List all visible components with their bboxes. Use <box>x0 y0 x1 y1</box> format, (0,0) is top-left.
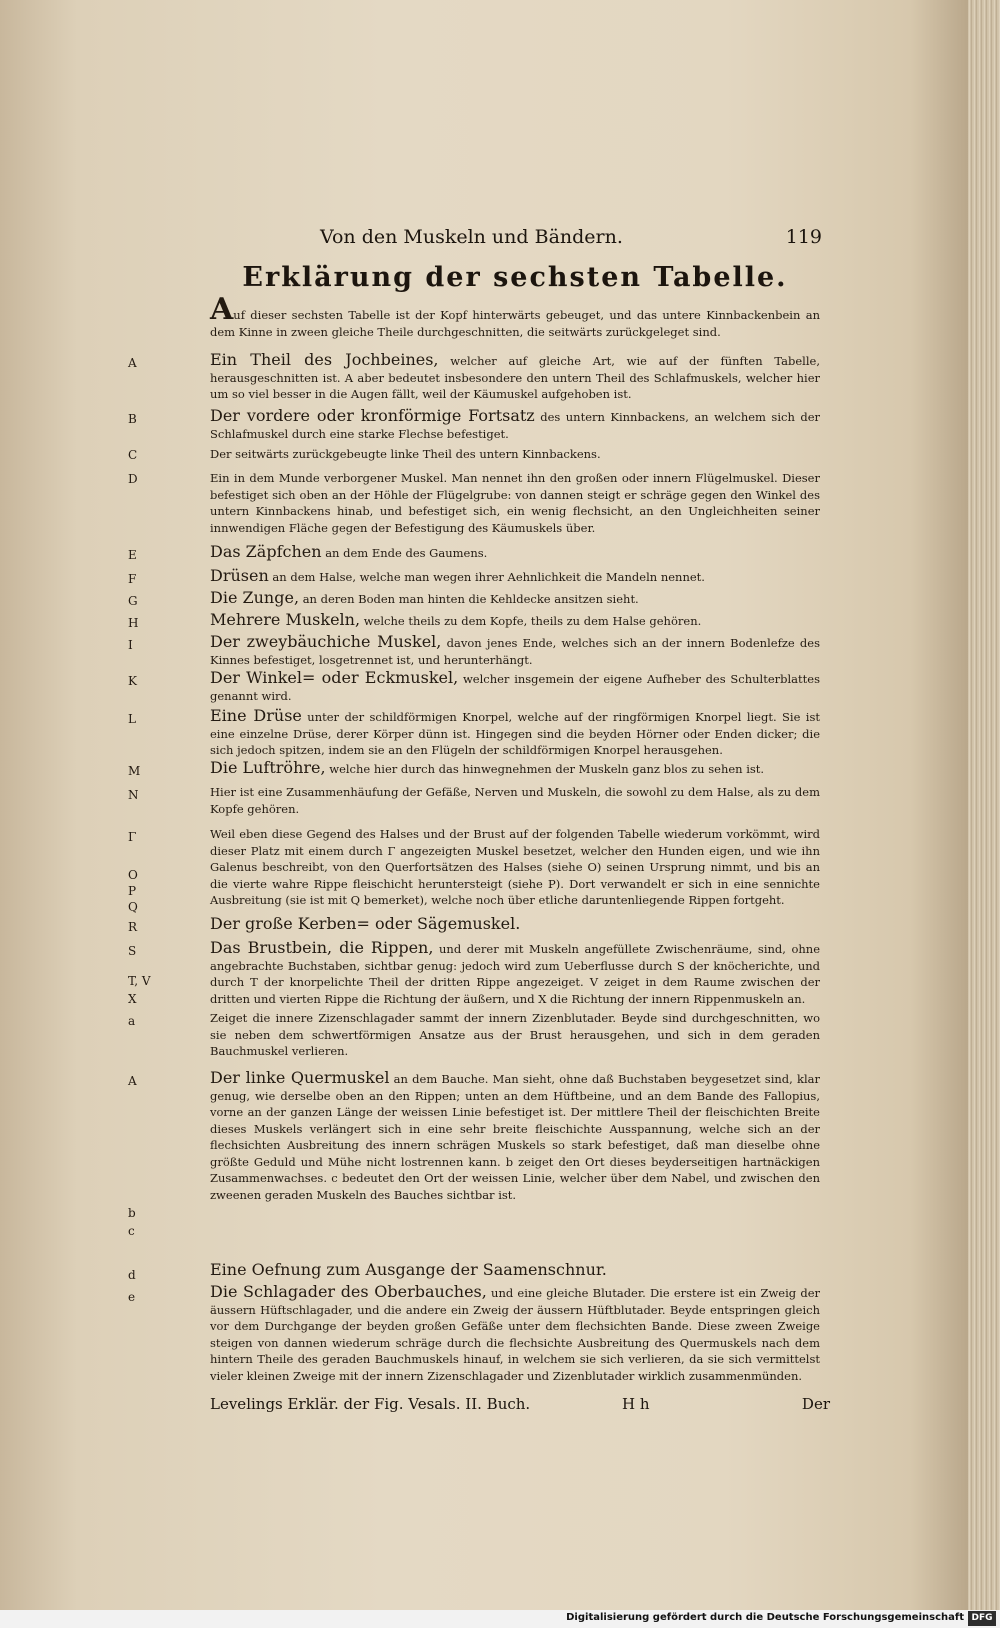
entry-text: welche hier durch das hinwegnehmen der Muskeln ganz blos zu sehen ist. <box>329 762 765 776</box>
margin-letter: Q <box>128 900 138 914</box>
running-title: Von den Muskeln und Bändern. <box>320 226 623 248</box>
page-edge-stack <box>968 0 1000 1610</box>
margin-letter: c <box>128 1224 135 1238</box>
entry-quermuskel <box>210 1070 820 1203</box>
entry-text: Ein in dem Munde verborgener Muskel. Man nennet ihn den großen oder innern Flügelmuskel. Dieser befestiget sich oben an der Höhle der Flügelgrube: von dannen steigt er schräge gegen den Winkel des untern Kinnbackens hinab, und befestiget sich, ein wenig flechsicht, an den Ungleichheiten seiner innwendigen Fläche gegen der Befestigung des Käumuskels über. <box>210 471 820 535</box>
entry-lead: Mehrere Muskeln, <box>210 610 361 629</box>
entry-Gamma <box>210 826 820 909</box>
entry-text: Der seitwärts zurückgebeugte linke Theil des untern Kinnbackens. <box>210 447 601 461</box>
entry-D <box>210 470 820 536</box>
entry-text: an dem Halse, welche man wegen ihrer Aehnlichkeit die Mandeln nennet. <box>272 570 705 584</box>
entry-text: an dem Ende des Gaumens. <box>325 546 488 560</box>
margin-letter: D <box>128 472 138 486</box>
margin-letter: C <box>128 448 138 462</box>
drop-cap: A <box>210 292 234 327</box>
entry-M <box>210 760 820 778</box>
entry-a <box>210 1010 820 1060</box>
entry-K <box>210 670 820 704</box>
entry-lead: Das Zäpfchen <box>210 542 322 561</box>
margin-letter: N <box>128 788 139 802</box>
entry-lead: Drüsen <box>210 566 269 585</box>
entry-F <box>210 568 820 586</box>
entry-lead: Die Zunge, <box>210 588 300 607</box>
entry-lead: Der vordere oder kronförmige Fortsatz <box>210 406 535 425</box>
margin-letter: Γ <box>128 830 137 844</box>
margin-letter: A <box>128 1074 137 1088</box>
entry-d <box>210 1262 820 1280</box>
margin-letter: B <box>128 412 137 426</box>
entry-lead: Der linke Quermuskel <box>210 1068 390 1087</box>
entry-text: an deren Boden man hinten die Kehldecke ansitzen sieht. <box>302 592 639 606</box>
margin-letter: I <box>128 638 133 652</box>
entry-B <box>210 408 820 442</box>
margin-letter: R <box>128 920 138 934</box>
signature-line <box>210 1395 830 1413</box>
entry-text: Hier ist eine Zusammenhäufung der Gefäße, Nerven und Muskeln, die sowohl zu dem Halse, als zu dem Kopfe gehören. <box>210 785 820 816</box>
entry-lead: Das Brustbein, die Rippen, <box>210 938 434 957</box>
catchword: Der <box>801 1395 830 1413</box>
margin-letter: H <box>128 616 139 630</box>
margin-letter: X <box>128 992 137 1006</box>
entry-H <box>210 612 820 630</box>
margin-letter: G <box>128 594 138 608</box>
running-header <box>320 226 820 248</box>
entry-S <box>210 940 820 1007</box>
margin-letter: T, V <box>128 974 151 988</box>
entry-text: unter der schildförmigen Knorpel, welche auf der ringförmigen Knorpel liegt. Sie ist eine einzelne Drüse, derer Körper dünn ist. Hingegen sind die beyden Hörner oder Enden dicker; die sich jedoch spitzen, indem sie an den Flügeln der schildförmigen Knorpel herausgehen. <box>210 710 820 757</box>
entry-lead: Eine Oefnung zum Ausgange der Saamenschnur. <box>210 1260 607 1279</box>
entry-text: des untern Kinnbackens, an welchem sich der Schlafmuskel durch eine starke Flechse befestiget. <box>210 410 820 441</box>
entry-e <box>210 1284 820 1384</box>
margin-letter: a <box>128 1014 136 1028</box>
signature-mark: H h <box>622 1395 650 1413</box>
margin-letter: L <box>128 712 136 726</box>
margin-letter: b <box>128 1206 136 1220</box>
entry-lead: Die Luftröhre, <box>210 758 326 777</box>
entry-text: Weil eben diese Gegend des Halses und der Brust auf der folgenden Tabelle wiederum vorkömmt, wird dieser Platz mit einem durch Γ angezeigten Muskel besetzet, welcher den Hunden eigen, und wie ihn Galenus beschreibt, von den Querfortsätzen des Halses (siehe O) seinen Ursprung nimmt, und bis an die vierte wahre Rippe fleischicht heruntersteigt (siehe P). Dort verwandelt er sich in eine sennichte Ausbreitung (sie ist mit Q bemerket), welche noch über etliche daruntenliegende Rippen fortgeht. <box>210 827 820 907</box>
entry-intro <box>210 292 820 340</box>
entry-lead: Eine Drüse <box>210 706 302 725</box>
margin-letter: K <box>128 674 137 688</box>
margin-letter: e <box>128 1290 136 1304</box>
entry-text: welcher insgemein der eigene Aufheber des Schulterblattes genannt wird. <box>210 672 820 703</box>
entry-lead: Ein Theil des Jochbeines, <box>210 350 439 369</box>
margin-letter: M <box>128 764 141 778</box>
entry-text: und eine gleiche Blutader. Die erstere ist ein Zweig der äussern Hüftschlagader, und die andere ein Zweig der äussern Hüftblutader. Beyde entspringen gleich vor dem Durchgange der beyden großen Gefäße unter dem flechsichten Bande. Diese zween Zweige steigen von dannen wiederum schräge durch die flechsichte Ausbreitung des Quermuskels nach dem hintern Theile des geraden Bauchmuskels hinauf, in welchem sie sich verlieren, da sie sich vermittelst vieler kleinen Zweige mit der innern Zizenschlagader und Zizenblutader wirklich zusammenmünden. <box>210 1286 821 1383</box>
entry-A <box>210 352 820 403</box>
entry-C <box>210 446 820 463</box>
entry-text: an dem Bauche. Man sieht, ohne daß Buchstaben beygesetzet sind, klar genug, wie derselbe oben an den Rippen; unten an dem Hüftbeine, und an dem Bande des Fallopius, vorne an der ganzen Länge der weissen Linie befestiget ist. Der mittlere Theil der fleischichten Breite dieses Muskels verlängert sich in eine sehr breite fleischichte Ausspannung, welche sich an der flechsichten Ausbreitung des innern schrägen Muskels so stark befestiget, daß man dieselbe ohne größte Geduld und Mühe nicht lostrennen kann. b zeiget den Ort dieses beyderseitigen hartnäckigen Zusammenwachses. c bedeutet den Ort der weissen Linie, welcher über dem Nabel, und zwischen den zweenen geraden Muskeln des Bauches sichtbar ist. <box>210 1072 821 1202</box>
entry-text: und derer mit Muskeln angefüllete Zwischenräume, sind, ohne angebrachte Buchstaben, sichtbar genug: jedoch wird zum Ueberflusse durch S der knöcherichte, und durch T der knorpelichte Theil der dritten Rippe angezeiget. V zeiget in dem Raume zwischen der dritten und vierten Rippe die Richtung der äußern, und X die Richtung der innern Rippenmuskeln an. <box>210 942 821 1006</box>
entry-text: welche theils zu dem Kopfe, theils zu dem Halse gehören. <box>363 614 702 628</box>
dfg-logo-icon: DFG <box>968 1611 996 1626</box>
entry-text: davon jenes Ende, welches sich an der innern Bodenlefze des Kinnes befestiget, losgetrennet ist, und herunterhängt. <box>210 636 821 667</box>
entry-text: uf dieser sechsten Tabelle ist der Kopf hinterwärts gebeuget, und das untere Kinnbackenbein an dem Kinne in zween gleiche Theile durchgeschnitten, die seitwärts zurückgeleget sind. <box>210 308 820 339</box>
margin-letter: d <box>128 1268 136 1282</box>
entry-lead: Die Schlagader des Oberbauches, <box>210 1282 487 1301</box>
entry-lead: Der zweybäuchiche Muskel, <box>210 632 442 651</box>
margin-letter: P <box>128 884 137 898</box>
margin-letter: S <box>128 944 137 958</box>
entry-text: Zeiget die innere Zizenschlagader sammt der innern Zizenblutader. Beyde sind durchgeschnitten, wo sie neben dem schwertförmigen Ansatze aus der Brust herausgehen, und sich in dem geraden Bauchmuskel verlieren. <box>210 1011 820 1058</box>
margin-letter: F <box>128 572 137 586</box>
entry-lead: Der große Kerben= oder Sägemuskel. <box>210 914 521 933</box>
entry-L <box>210 708 820 759</box>
entry-G <box>210 590 820 608</box>
page-number: 119 <box>785 226 822 248</box>
page-title: Erklärung der sechsten Tabelle. <box>242 262 788 293</box>
footer-credit: Digitalisierung gefördert durch die Deutsche Forschungsgemeinschaft <box>566 1612 964 1623</box>
margin-letter: O <box>128 868 138 882</box>
entry-text: welcher auf gleiche Art, wie auf der fünften Tabelle, herausgeschnitten ist. A aber bedeutet insbesondere den untern Theil des Schlafmuskels, welcher hier um so viel besser in die Augen fällt, weil der Käumuskel aufgehoben ist. <box>210 354 820 401</box>
entry-I <box>210 634 820 668</box>
signature-left: Levelings Erklär. der Fig. Vesals. II. Buch. <box>210 1395 531 1413</box>
entry-lead: Der Winkel= oder Eckmuskel, <box>210 668 459 687</box>
entry-E <box>210 544 820 562</box>
entry-N <box>210 784 820 817</box>
entry-R <box>210 916 820 934</box>
margin-letter: E <box>128 548 137 562</box>
margin-letter: A <box>128 356 137 370</box>
